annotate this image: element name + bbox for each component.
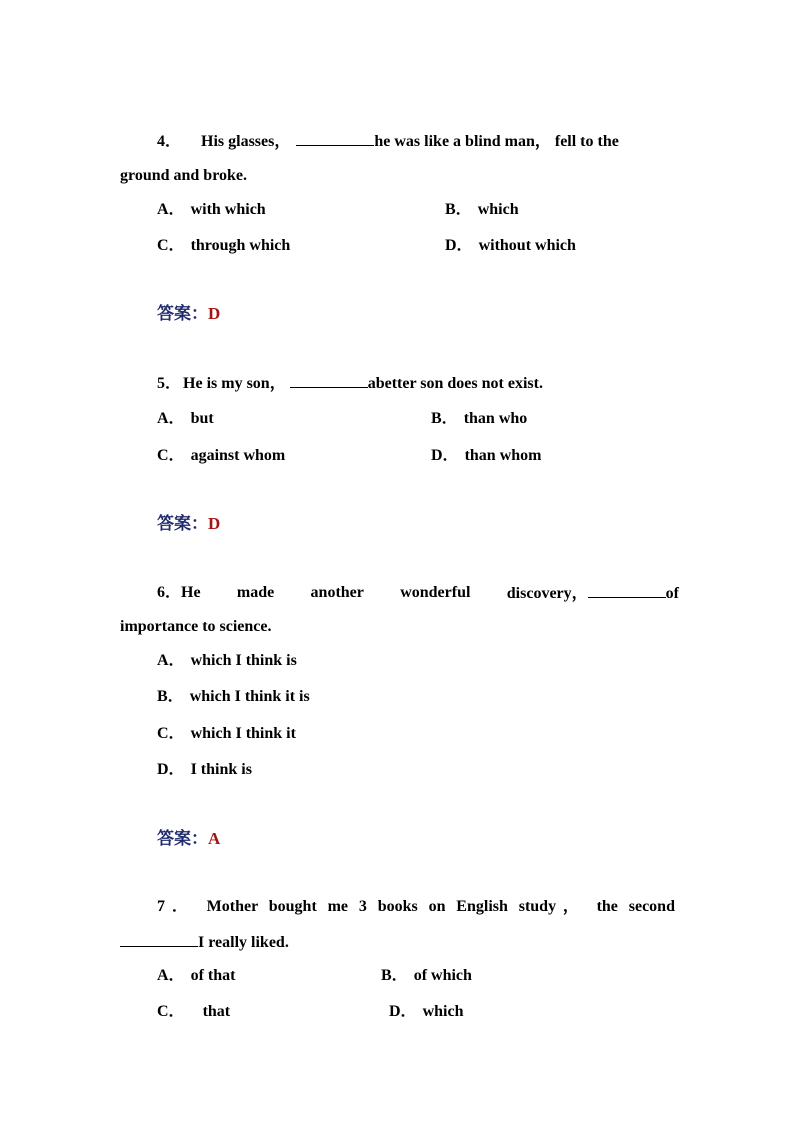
- option-a: [157, 966, 235, 986]
- question-text: 6．He: [157, 584, 201, 601]
- question-text: made: [236, 584, 275, 601]
- option-text: with which: [190, 201, 266, 218]
- answer-value: D: [208, 304, 221, 323]
- question-text: discovery， of: [506, 585, 679, 602]
- answer-line: [157, 829, 220, 850]
- question-text: he was like a blind man， fell to the: [374, 133, 619, 150]
- answer-line: [157, 514, 220, 535]
- option-text: which I think it: [190, 725, 296, 742]
- option-b: [431, 409, 527, 429]
- option-letter: D．: [445, 237, 473, 254]
- option-text: through which: [190, 237, 291, 254]
- option-text: that: [202, 1003, 231, 1020]
- answer-line: [157, 304, 220, 325]
- option-text: which: [477, 201, 519, 218]
- answer-blank: [588, 583, 666, 598]
- question-4-line-2: ground and broke.: [120, 167, 248, 184]
- option-c: [157, 724, 296, 744]
- question-5-line-1: [157, 373, 543, 394]
- option-text: against whom: [190, 447, 286, 464]
- question-6-line-1: [157, 583, 679, 604]
- option-letter: B．: [431, 410, 458, 427]
- option-b: [157, 687, 310, 707]
- option-letter: C．: [157, 447, 185, 464]
- question-7-line-2: [120, 932, 289, 953]
- option-letter: D．: [389, 1003, 417, 1020]
- option-letter: A．: [157, 410, 185, 427]
- question-text: another: [310, 584, 364, 601]
- option-letter: B．: [157, 688, 184, 705]
- option-letter: C．: [157, 725, 185, 742]
- answer-label: 答案：: [157, 829, 208, 849]
- question-text: His glasses，: [201, 133, 291, 150]
- option-c: [157, 1002, 230, 1022]
- option-a: [157, 200, 266, 220]
- answer-value: A: [208, 829, 221, 848]
- option-d: [389, 1002, 463, 1022]
- option-letter: D．: [157, 761, 185, 778]
- option-text: which I think is: [190, 652, 297, 669]
- question-7-line-1: [157, 897, 675, 917]
- option-letter: C．: [157, 1003, 185, 1020]
- option-text: of that: [190, 967, 236, 984]
- option-d: [445, 236, 576, 256]
- question-text: I really liked.: [198, 934, 289, 951]
- question-text: He is my son，: [183, 375, 286, 392]
- option-letter: D．: [431, 447, 459, 464]
- answer-label: 答案：: [157, 514, 208, 534]
- option-b: [381, 966, 472, 986]
- option-text: which: [422, 1003, 464, 1020]
- option-text: which I think it is: [189, 688, 310, 705]
- question-number: 6．: [157, 584, 182, 601]
- option-text: but: [190, 410, 214, 427]
- option-text: of which: [413, 967, 472, 984]
- question-number: 4．: [157, 133, 182, 150]
- option-letter: A．: [157, 967, 185, 984]
- option-text: I think is: [190, 761, 252, 778]
- option-letter: A．: [157, 652, 185, 669]
- option-letter: B．: [445, 201, 472, 218]
- option-letter: A．: [157, 201, 185, 218]
- option-d: [431, 446, 541, 466]
- option-letter: B．: [381, 967, 408, 984]
- option-text: without which: [478, 237, 576, 254]
- option-letter: C．: [157, 237, 185, 254]
- option-d: [157, 760, 252, 780]
- option-c: [157, 446, 285, 466]
- answer-blank: [296, 131, 374, 146]
- question-text: abetter son does not exist.: [367, 375, 543, 392]
- answer-label: 答案：: [157, 304, 208, 324]
- question-6-line-2: importance to science.: [120, 618, 272, 635]
- option-a: [157, 651, 297, 671]
- answer-value: D: [208, 514, 221, 533]
- option-text: than who: [463, 410, 528, 427]
- question-4-line-1: [157, 131, 675, 152]
- option-a: [157, 409, 214, 429]
- question-number: 5．: [157, 375, 182, 392]
- question-text: Mother bought me 3 books on English study， the second: [206, 898, 675, 915]
- answer-blank: [120, 932, 198, 947]
- option-c: [157, 236, 290, 256]
- question-text: wonderful: [400, 584, 471, 601]
- option-text: than whom: [464, 447, 542, 464]
- option-b: [445, 200, 519, 220]
- answer-blank: [290, 373, 368, 388]
- question-number: 7．: [157, 898, 195, 915]
